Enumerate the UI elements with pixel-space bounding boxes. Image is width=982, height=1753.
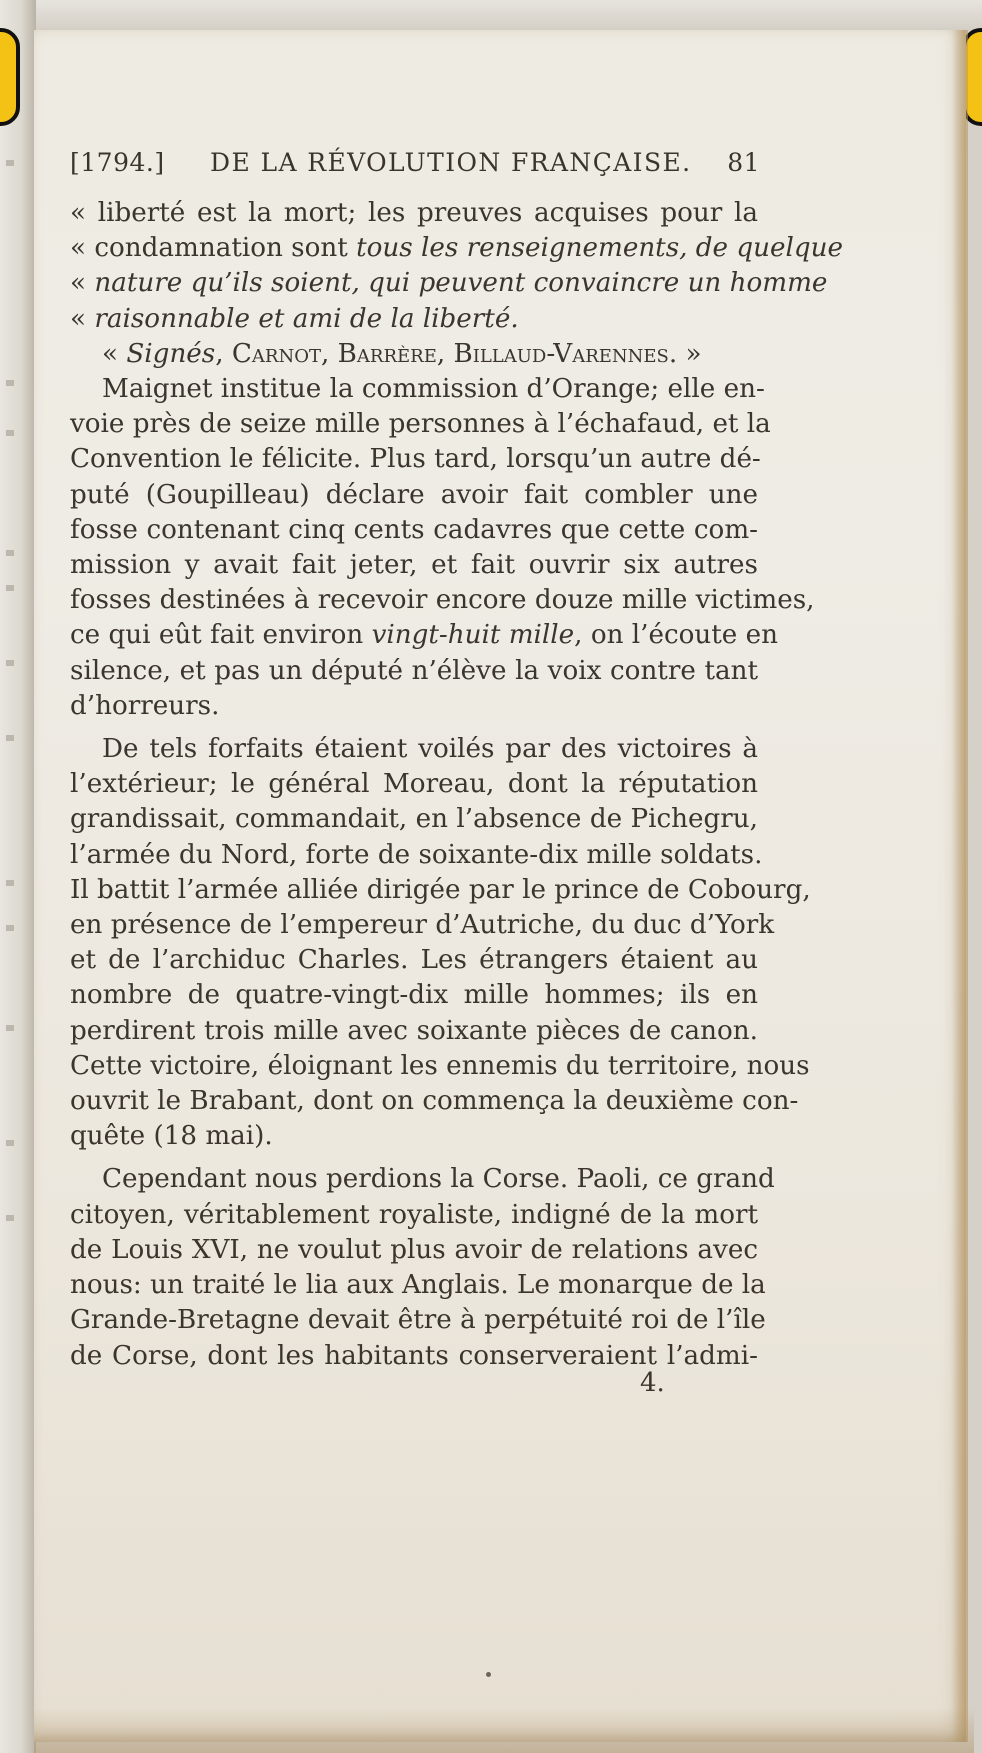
text-line: Cependant nous perdions la Corse. Paoli, ce grand bbox=[102, 1164, 775, 1195]
text-line: Maignet institue la commission d’Orange; elle en- bbox=[102, 374, 765, 405]
ink-speck bbox=[486, 1672, 491, 1677]
quote-line: « nature qu’ils soient, qui peuvent convaincre un homme bbox=[70, 268, 828, 299]
text-line: Grande-Bretagne devait être à perpétuité roi de l’île bbox=[70, 1305, 766, 1336]
quote-line: « liberté est la mort; les preuves acquises pour la bbox=[70, 198, 758, 228]
paragraph-orange-commission bbox=[70, 372, 815, 724]
text-line: d’horreurs. bbox=[70, 690, 220, 721]
text-line: grandissait, commandait, en l’absence de Pichegru, bbox=[70, 804, 758, 835]
text-line: Convention le félicite. Plus tard, lorsqu’un autre dé- bbox=[70, 444, 761, 475]
quote-line: « condamnation sont tous les renseignements, de quelque bbox=[70, 233, 844, 264]
text-line: Cette victoire, éloignant les ennemis du territoire, nous bbox=[70, 1050, 810, 1081]
page-right-edge-shadow bbox=[952, 30, 968, 1742]
running-header bbox=[70, 148, 760, 188]
text-line: l’extérieur; le général Moreau, dont la réputation bbox=[70, 769, 758, 800]
signature-mark: 4. bbox=[640, 1368, 665, 1398]
text-line: puté (Goupilleau) déclare avoir fait combler une bbox=[70, 479, 758, 510]
text-line: perdirent trois mille avec soixante pièces de canon. bbox=[70, 1015, 758, 1046]
paragraph-corsica bbox=[70, 1162, 775, 1373]
header-title: DE LA RÉVOLUTION FRANÇAISE. bbox=[210, 148, 692, 177]
page-number: 81 bbox=[727, 148, 760, 177]
text-line: de Louis XVI, ne voulut plus avoir de relations avec bbox=[70, 1234, 758, 1265]
text-line: De tels forfaits étaient voilés par des victoires à bbox=[102, 734, 758, 765]
quote-line: « raisonnable et ami de la liberté. bbox=[70, 303, 519, 334]
text-line: silence, et pas un député n’élève la voix contre tant bbox=[70, 655, 758, 686]
text-line: mission y avait fait jeter, et fait ouvrir six autres bbox=[70, 550, 758, 581]
text-line: ouvrit le Brabant, dont on commença la deuxième con- bbox=[70, 1086, 799, 1117]
text-line: nombre de quatre-vingt-dix mille hommes; ils en bbox=[70, 980, 758, 1011]
top-scan-border bbox=[0, 0, 982, 30]
paragraph-moreau-victory bbox=[70, 732, 811, 1154]
quoted-passage bbox=[70, 196, 844, 372]
text-line: Il battit l’armée alliée dirigée par le prince de Cobourg, bbox=[70, 874, 811, 905]
text-line: nous: un traité le lia aux Anglais. Le monarque de la bbox=[70, 1270, 766, 1301]
text-line: et de l’archiduc Charles. Les étrangers étaient au bbox=[70, 945, 758, 976]
text-line: citoyen, véritablement royaliste, indigné de la mort bbox=[70, 1199, 758, 1230]
text-line: ce qui eût fait environ vingt-huit mille, on l’écoute en bbox=[70, 620, 778, 651]
text-line: fosse contenant cinq cents cadavres que cette com- bbox=[70, 514, 758, 545]
text-line: quête (18 mai). bbox=[70, 1121, 273, 1152]
text-line: de Corse, dont les habitants conserveraient l’admi- bbox=[70, 1340, 758, 1371]
text-line: l’armée du Nord, forte de soixante-dix mille soldats. bbox=[70, 839, 763, 870]
signature-line: « Signés, Carnot, Barrère, Billaud-Varennes. » bbox=[102, 338, 702, 369]
left-scan-target-marker bbox=[0, 28, 20, 126]
text-line: fosses destinées à recevoir encore douze mille victimes, bbox=[70, 585, 815, 616]
header-year: [1794.] bbox=[70, 148, 165, 177]
left-adjacent-page-edge bbox=[0, 0, 36, 1753]
body-text bbox=[70, 196, 844, 1374]
page-bottom-edge-shadow bbox=[34, 1707, 974, 1753]
text-line: voie près de seize mille personnes à l’échafaud, et la bbox=[70, 409, 771, 440]
text-line: en présence de l’empereur d’Autriche, du duc d’York bbox=[70, 910, 775, 941]
